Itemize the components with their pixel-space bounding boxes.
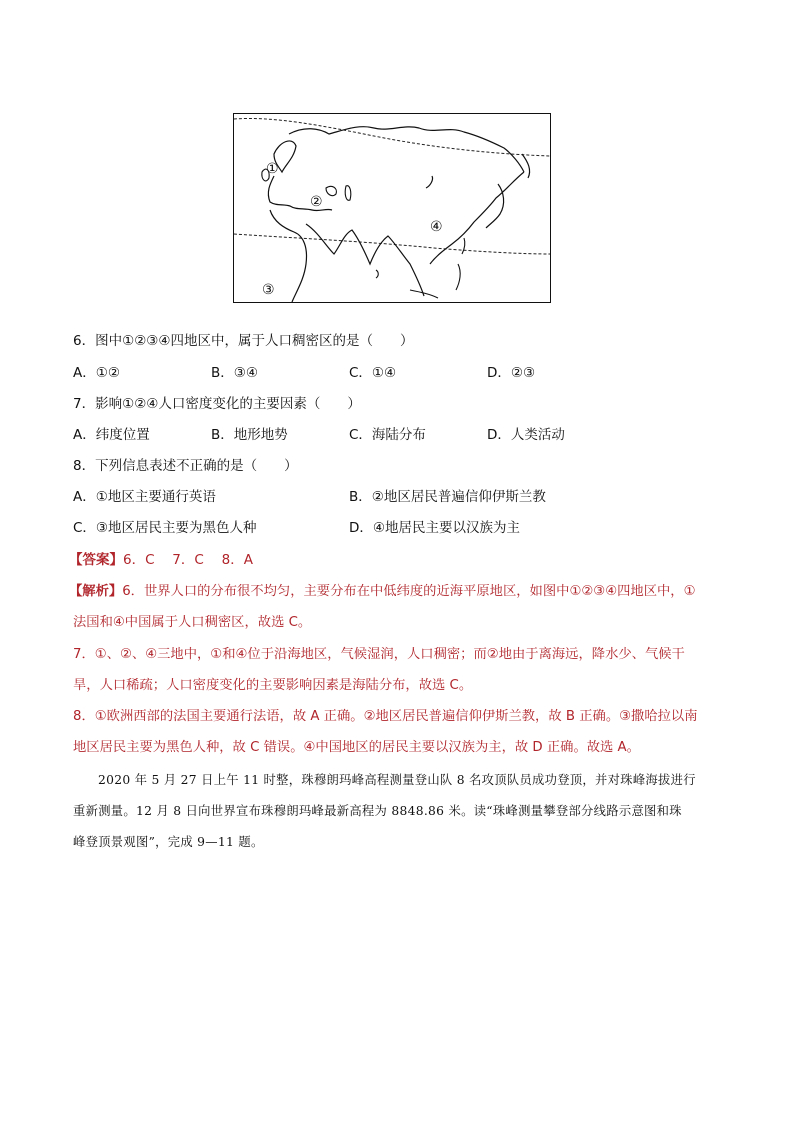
q6-option-d: D．②③ [487, 365, 536, 381]
map-marker-4: ④ [430, 219, 443, 235]
black-sea [326, 186, 336, 195]
q7-option-b: B．地形地势 [211, 427, 288, 443]
question-8-stem: 8．下列信息表述不正确的是（ ） [73, 458, 298, 474]
philippines [456, 264, 460, 290]
tropic-line [234, 234, 550, 254]
analysis-tag: 【解析】 [69, 584, 123, 599]
answer-tag: 【答案】 [69, 552, 123, 568]
map-outline-drawing [234, 114, 550, 302]
east-asia-coast [430, 172, 524, 264]
caspian-sea [345, 186, 351, 201]
q6-option-a: A．①② [73, 365, 120, 381]
q6-option-c: C．①④ [349, 365, 397, 381]
eurasia-map-figure [233, 113, 551, 303]
south-asia-coast [306, 224, 424, 296]
arctic-circle-line [234, 118, 550, 156]
q7-option-a: A．纬度位置 [73, 427, 150, 443]
analysis-p3-line2: 地区居民主要为黑色人种，故 C 错误。④中国地区的居民主要以汉族为主，故 D 正确。故选 A。 [73, 740, 640, 755]
kamchatka [522, 154, 530, 178]
lake-baikal [426, 176, 433, 188]
intro-line3: 峰登顶景观图”，完成 9—11 题。 [73, 835, 264, 849]
q6-option-b: B．③④ [211, 365, 258, 381]
analysis-p2-line2: 旱，人口稀疏；人口密度变化的主要影响因素是海陆分布，故选 C。 [73, 678, 473, 693]
answer-line [69, 551, 253, 569]
q8-option-c: C．③地区居民主要为黑色人种 [73, 520, 257, 536]
q7-option-d: D．人类活动 [487, 427, 565, 443]
analysis-p1-text: 6．世界人口的分布很不均匀，主要分布在中低纬度的近海平原地区，如图中①②③④四地区中，① [122, 584, 696, 599]
question-7-stem: 7．影响①②④人口密度变化的主要因素（ ） [73, 396, 361, 412]
map-marker-2: ② [310, 194, 323, 210]
analysis-p2-line1: 7．①、②、④三地中，①和④位于沿海地区，气候湿润，人口稠密；而②地由于离海远，降水少、气候干 [73, 647, 685, 662]
q8-option-d: D．④地居民主要以汉族为主 [349, 520, 520, 536]
north-coast [289, 127, 524, 172]
indonesia [410, 290, 438, 298]
intro-line2: 重新测量。12 月 8 日向世界宣布珠穆朗玛峰最新高程为 8848.86 米。读“珠峰测量攀登部分线路示意图和珠 [73, 804, 682, 818]
q7-option-c: C．海陆分布 [349, 427, 426, 443]
answer-text: 6．C 7．C 8．A [123, 552, 253, 568]
intro-line1: 2020 年 5 月 27 日上午 11 时整，珠穆朗玛峰高程测量登山队 8 名攻顶队员成功登顶，并对珠峰海拔进行 [98, 773, 696, 787]
question-6-stem: 6．图中①②③④四地区中，属于人口稠密区的是（ ） [73, 333, 414, 349]
africa-coast [270, 210, 307, 302]
q8-option-b: B．②地区居民普遍信仰伊斯兰教 [349, 489, 546, 505]
analysis-p1-line2: 法国和④中国属于人口稠密区，故选 C。 [73, 615, 312, 630]
map-marker-1: ① [266, 161, 279, 177]
map-marker-3: ③ [262, 282, 275, 298]
analysis-p3-line1: 8．①欧洲西部的法国主要通行法语，故 A 正确。②地区居民普遍信仰伊斯兰教，故 B 正确。③撒哈拉以南 [73, 709, 698, 724]
q8-option-a: A．①地区主要通行英语 [73, 489, 216, 505]
analysis-p1-line1 [69, 583, 696, 601]
sri-lanka [376, 270, 378, 278]
taiwan [462, 238, 465, 254]
